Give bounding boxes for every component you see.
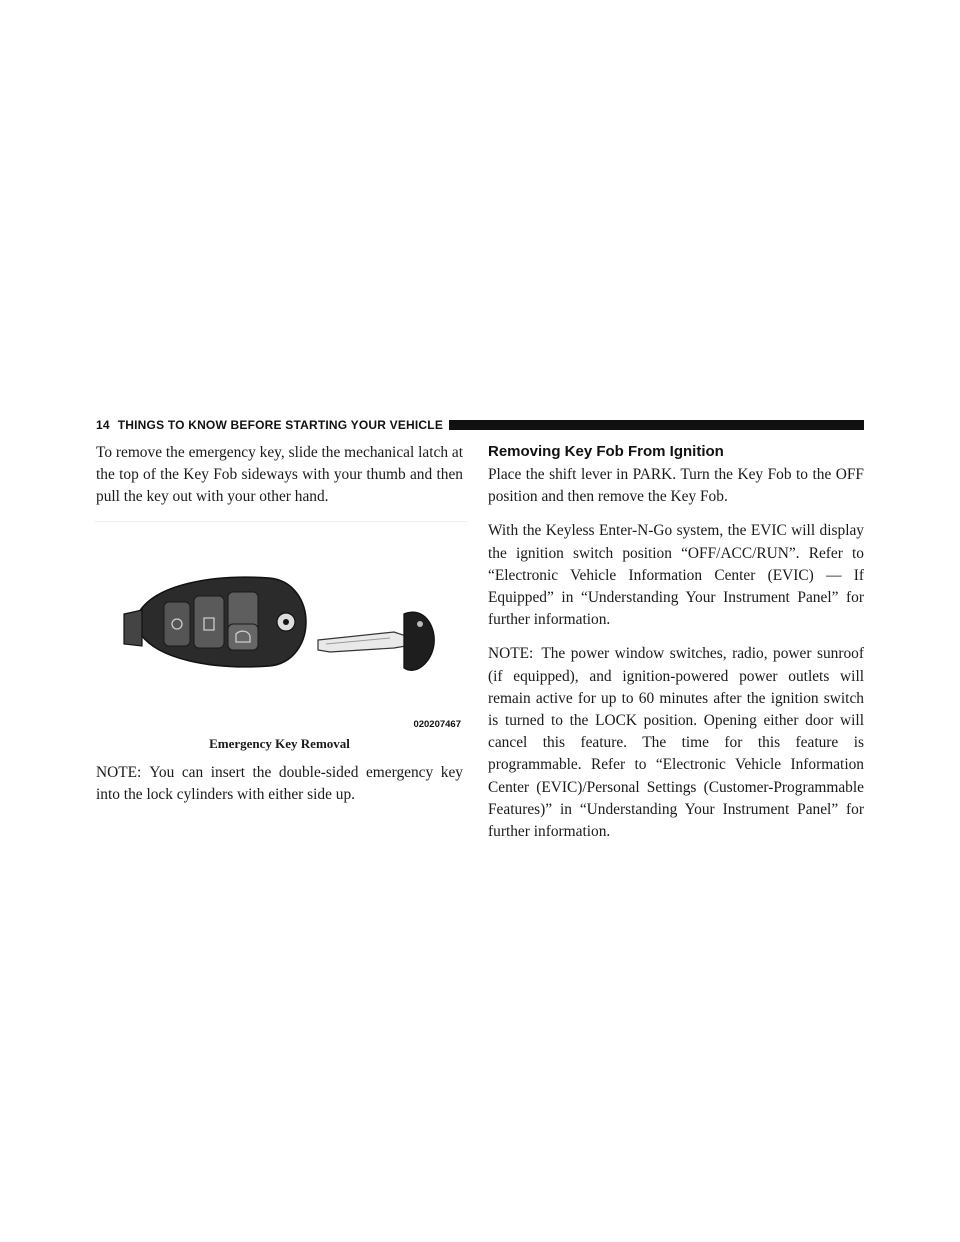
header-label	[96, 418, 443, 432]
figure-code: 020207467	[413, 718, 461, 730]
header-rule	[449, 420, 864, 430]
key-fob-figure	[94, 521, 467, 734]
right-note	[488, 643, 864, 843]
left-note	[96, 762, 463, 806]
note-label: NOTE:	[96, 763, 142, 781]
page-header	[96, 418, 864, 432]
section-title: THINGS TO KNOW BEFORE STARTING YOUR VEHICLE	[117, 418, 444, 432]
left-column	[96, 442, 463, 818]
page-number: 14	[96, 418, 110, 432]
intro-paragraph: To remove the emergency key, slide the mechanical latch at the top of the Key Fob sideways with your thumb and then pull the key out with your other hand.	[96, 444, 463, 506]
paragraph-park: Place the shift lever in PARK. Turn the Key Fob to the OFF position and then remove the Key Fob.	[488, 466, 864, 506]
note-text: You can insert the double-sided emergency key into the lock cylinders with either side up.	[96, 763, 463, 803]
section-heading: Removing Key Fob From Ignition	[488, 443, 724, 460]
paragraph-evic: With the Keyless Enter-N-Go system, the EVIC will display the ignition switch position “OFF/ACC/RUN”. Refer to “Electronic Vehicle Information Center (EVIC) — If Equipped” in “Understanding Your Instrument Panel” for further information.	[488, 522, 864, 629]
note-label: NOTE:	[488, 645, 534, 663]
note-text: The power window switches, radio, power sunroof (if equipped), and ignition-powered power outlets will remain active for up to 60 minutes after the ignition switch is turned to the LOCK position. Opening either door will cancel this feature. The time for this feature is programmable. Refer to “Electronic Vehicle Information Center (EVIC)/Personal Settings (Customer-Programmable Features)” in “Understanding Your Instrument Panel” for further information.	[488, 645, 864, 841]
key-fob-illustration	[94, 522, 467, 734]
right-column	[488, 442, 864, 855]
figure-caption: Emergency Key Removal	[209, 735, 350, 751]
